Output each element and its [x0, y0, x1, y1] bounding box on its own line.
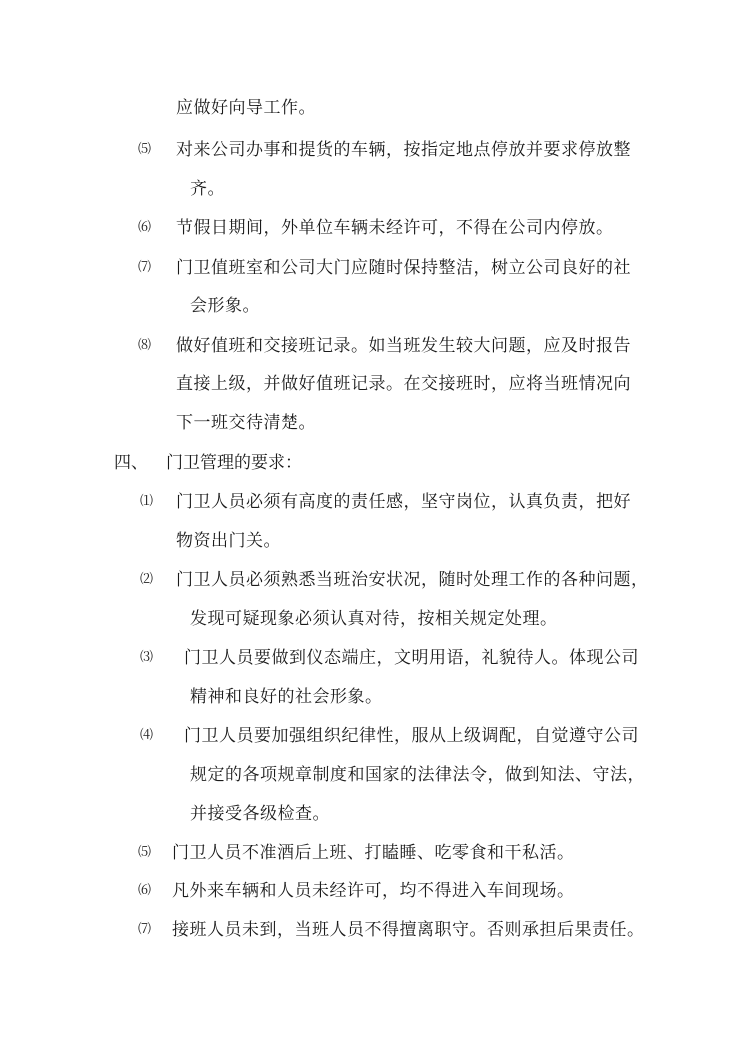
item-text-line: 发现可疑现象必须认真对待，按相关规定处理。 [190, 609, 558, 629]
item-number: ⑺ [138, 260, 152, 275]
item-text-line: 物资出门关。 [176, 531, 281, 551]
item-number: ⑷ [140, 728, 154, 743]
item-number: ⑵ [140, 572, 154, 587]
item-text-line: 精神和良好的社会形象。 [190, 687, 383, 707]
item-text-line: 规定的各项规章制度和国家的法律法令，做到知法、守法， [190, 765, 645, 785]
item-number: ⑸ [138, 142, 152, 157]
section-title: 门卫管理的要求： [166, 453, 302, 473]
item-text-line: 并接受各级检查。 [190, 804, 330, 824]
item-text-line: 门卫人员必须熟悉当班治安状况，随时处理工作的各种问题， [176, 570, 649, 590]
item-text-line: 齐。 [190, 179, 225, 199]
item-text-line: 门卫值班室和公司大门应随时保持整洁，树立公司良好的社 [176, 258, 631, 278]
item-number: ⑹ [138, 220, 152, 235]
item-text-line: 凡外来车辆和人员未经许可，均不得进入车间现场。 [172, 881, 575, 901]
item-number: ⑸ [138, 845, 152, 860]
item-text-line: 对来公司办事和提货的车辆，按指定地点停放并要求停放整 [176, 140, 631, 160]
item-text-line: 门卫人员不准酒后上班、打瞌睡、吃零食和干私活。 [172, 843, 575, 863]
item-text-line: 接班人员未到，当班人员不得擅离职守。否则承担后果责任。 [172, 920, 645, 940]
item-text-line: 直接上级，并做好值班记录。在交接班时，应将当班情况向 [176, 374, 631, 394]
item-text-line: 会形象。 [190, 296, 260, 316]
item-number: ⑹ [138, 883, 152, 898]
item-number: ⑶ [140, 650, 154, 665]
item-text-line: 门卫人员必须有高度的责任感，坚守岗位，认真负责，把好 [176, 492, 631, 512]
item-text-line: 门卫人员要做到仪态端庄，文明用语，礼貌待人。体现公司 [184, 648, 639, 668]
continuation-line: 应做好向导工作。 [176, 98, 316, 118]
item-text-line: 节假日期间，外单位车辆未经许可，不得在公司内停放。 [176, 218, 614, 238]
item-text-line: 门卫人员要加强组织纪律性，服从上级调配，自觉遵守公司 [184, 726, 639, 746]
item-text-line: 做好值班和交接班记录。如当班发生较大问题，应及时报告 [176, 336, 631, 356]
section-number: 四、 [114, 453, 148, 473]
item-number: ⑴ [140, 494, 154, 509]
item-number: ⑻ [138, 338, 152, 353]
item-text-line: 下一班交待清楚。 [176, 413, 316, 433]
item-number: ⑺ [138, 922, 152, 937]
